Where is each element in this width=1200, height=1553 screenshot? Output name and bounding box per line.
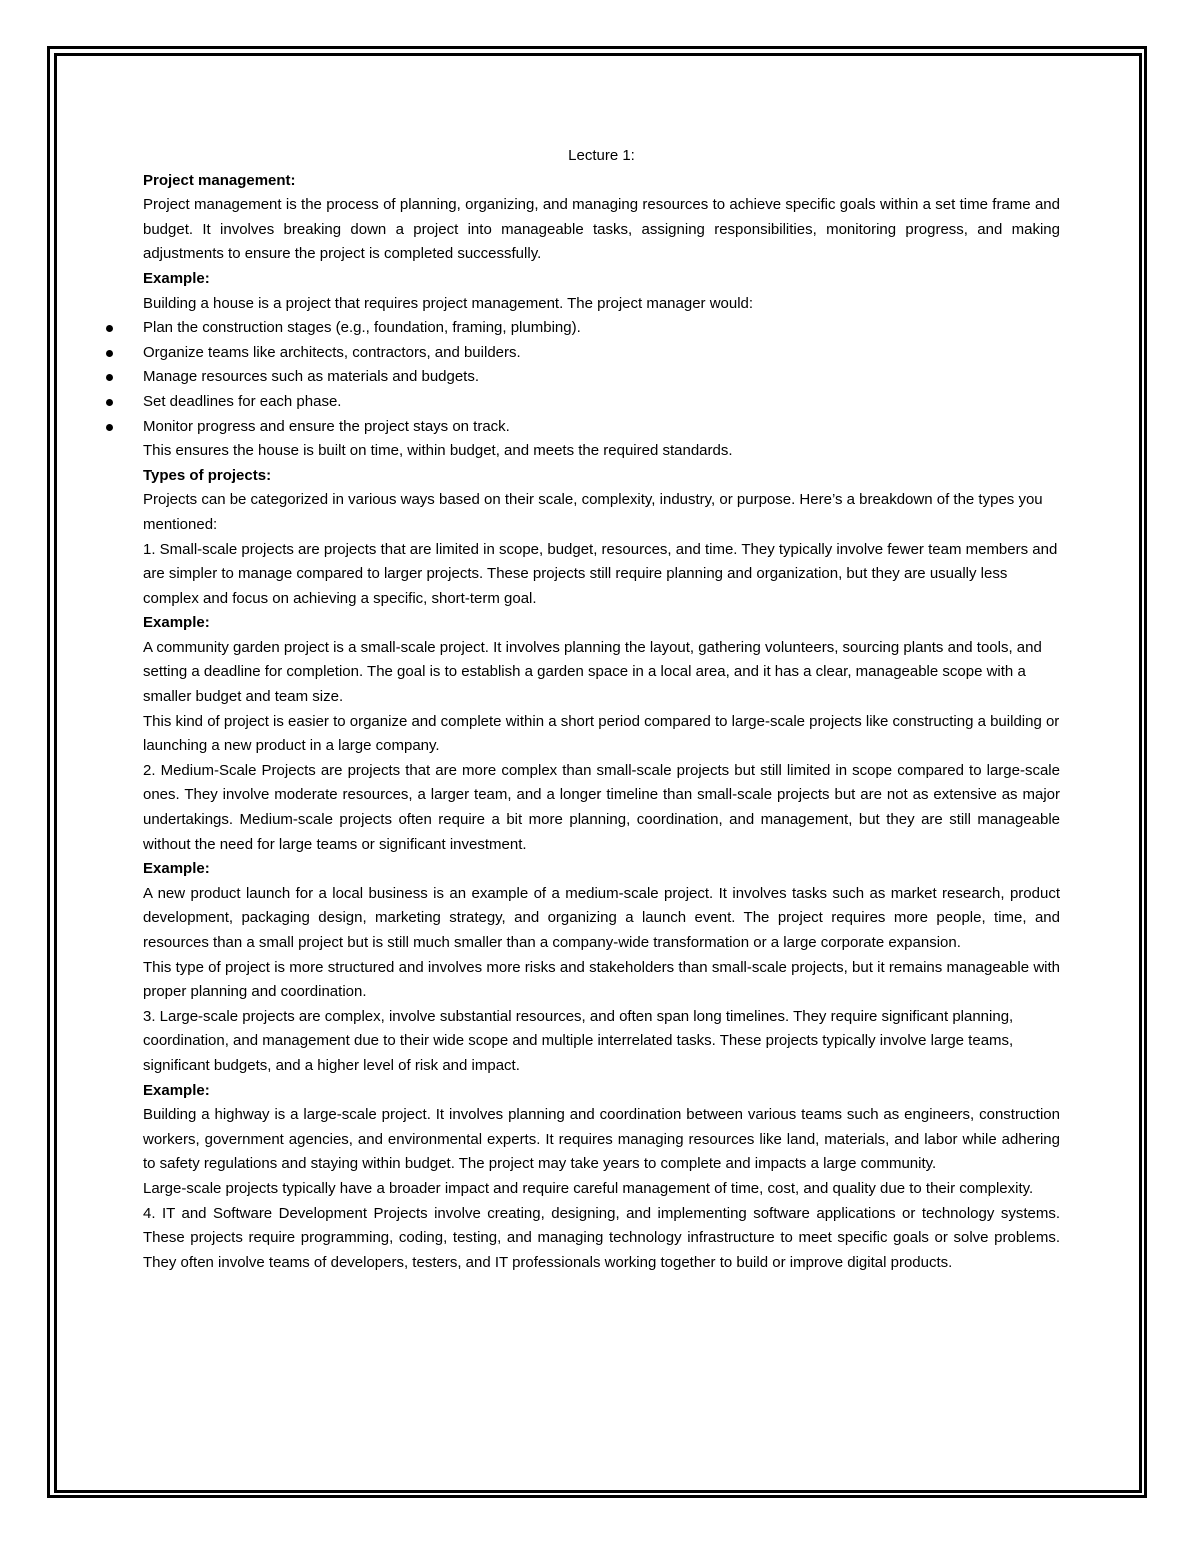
list-item — [143, 415, 1060, 440]
small-scale-text: are projects that are limited in scope, budget, resources, and time. They typically involve fewer team members and are simpler to manage compared to larger projects. These projects still require planning and organization, but they are usually less complex and focus on achieving a specific, short-term goal. — [143, 540, 1058, 607]
house-conclusion: This ensures the house is built on time, within budget, and meets the required standards. — [143, 442, 733, 460]
example-label: Example: — [143, 614, 210, 632]
types-heading: Types of projects: — [143, 466, 272, 484]
list-item-text: Monitor progress and ensure the project stays on track. — [143, 417, 510, 435]
example-label: Example: — [143, 860, 210, 878]
lecture-title: Lecture 1: — [568, 147, 635, 164]
list-item — [143, 365, 1060, 390]
list-item — [143, 341, 1060, 366]
house-intro: Building a house is a project that requires project management. The project manager would: — [143, 294, 754, 312]
bullet-icon — [106, 350, 113, 357]
small-scale-lead: 1. Small-scale projects — [143, 540, 294, 558]
document-body — [143, 144, 1060, 1275]
example-label: Example: — [143, 1081, 210, 1099]
bullet-icon — [106, 399, 113, 406]
list-item-text: Organize teams like architects, contractors, and builders. — [143, 343, 521, 361]
list-item-text: Manage resources such as materials and budgets. — [143, 368, 480, 386]
it-software-lead: 4. IT and Software Development Projects — [143, 1204, 428, 1222]
project-management-heading: Project management: — [143, 171, 296, 189]
small-scale-paragraph — [143, 538, 1060, 612]
list-item — [143, 390, 1060, 415]
medium-scale-note: This type of project is more structured and involves more risks and stakeholders than small-scale projects, but it remains manageable with proper planning and coordination. — [143, 958, 1060, 1001]
list-item-text: Set deadlines for each phase. — [143, 392, 342, 410]
example-label: Example: — [143, 269, 210, 287]
house-bullet-list — [143, 316, 1060, 439]
types-intro: Projects can be categorized in various ways based on their scale, complexity, industry, or purpose. Here’s a breakdown of the types you mentioned: — [143, 491, 1043, 533]
large-scale-text: are complex, involve substantial resources, and often span long timelines. They require significant planning, coordination, and management due to their wide scope and multiple interrelated tasks. These projects typically involve large teams, significant budgets, and a higher level of risk and impact. — [143, 1007, 1014, 1074]
list-item — [143, 316, 1060, 341]
project-management-definition: Project management is the process of planning, organizing, and managing resources to achieve specific goals within a set time frame and budget. It involves breaking down a project into manageable tasks, assigning responsibilities, monitoring progress, and making adjustments to ensure the project is completed successfully. — [143, 196, 1060, 263]
medium-scale-text: are projects that are more complex than small-scale projects but still limited in scope compared to large-scale ones. They involve moderate resources, a larger team, and a longer timeline than small-scale projects but are not as extensive as major undertakings. Medium-scale projects often require a bit more planning, coordination, and management, but they are still manageable without the need for large teams or significant investment. — [143, 761, 1060, 853]
large-scale-example: Building a highway is a large-scale project. It involves planning and coordination between various teams such as engineers, construction workers, government agencies, and environmental experts. It requires managing resources like land, materials, and labor while adhering to safety regulations and staying within budget. The project may take years to complete and impacts a large community. — [143, 1106, 1060, 1173]
medium-scale-lead: 2. Medium-Scale Projects — [143, 761, 316, 779]
medium-scale-paragraph — [143, 759, 1060, 857]
bullet-icon — [106, 424, 113, 431]
large-scale-lead: 3. Large-scale projects — [143, 1007, 295, 1025]
medium-scale-example: A new product launch for a local business is an example of a medium-scale project. It involves tasks such as market research, product development, packaging design, marketing strategy, and organizing a launch event. The project requires more people, time, and resources than a small project but is still much smaller than a company-wide transformation or a large corporate expansion. — [143, 884, 1060, 951]
large-scale-paragraph — [143, 1005, 1060, 1079]
list-item-text: Plan the construction stages (e.g., foundation, framing, plumbing). — [143, 319, 581, 337]
it-software-text: involve creating, designing, and implementing software applications or technology systems. These projects require programming, coding, testing, and managing technology infrastructure to meet specific goals or solve problems. They often involve teams of developers, testers, and IT professionals working together to build or improve digital products. — [143, 1204, 1060, 1271]
small-scale-example: A community garden project is a small-scale project. It involves planning the layout, gathering volunteers, sourcing plants and tools, and setting a deadline for completion. The goal is to establish a garden space in a local area, and it has a clear, manageable scope with a smaller budget and team size. — [143, 638, 1042, 706]
small-scale-note: This kind of project is easier to organize and complete within a short period compared to large-scale projects like constructing a building or launching a new product in a large company. — [143, 712, 1060, 755]
large-scale-note: Large-scale projects typically have a broader impact and require careful management of time, cost, and quality due to their complexity. — [143, 1179, 1034, 1197]
it-software-paragraph — [143, 1202, 1060, 1276]
